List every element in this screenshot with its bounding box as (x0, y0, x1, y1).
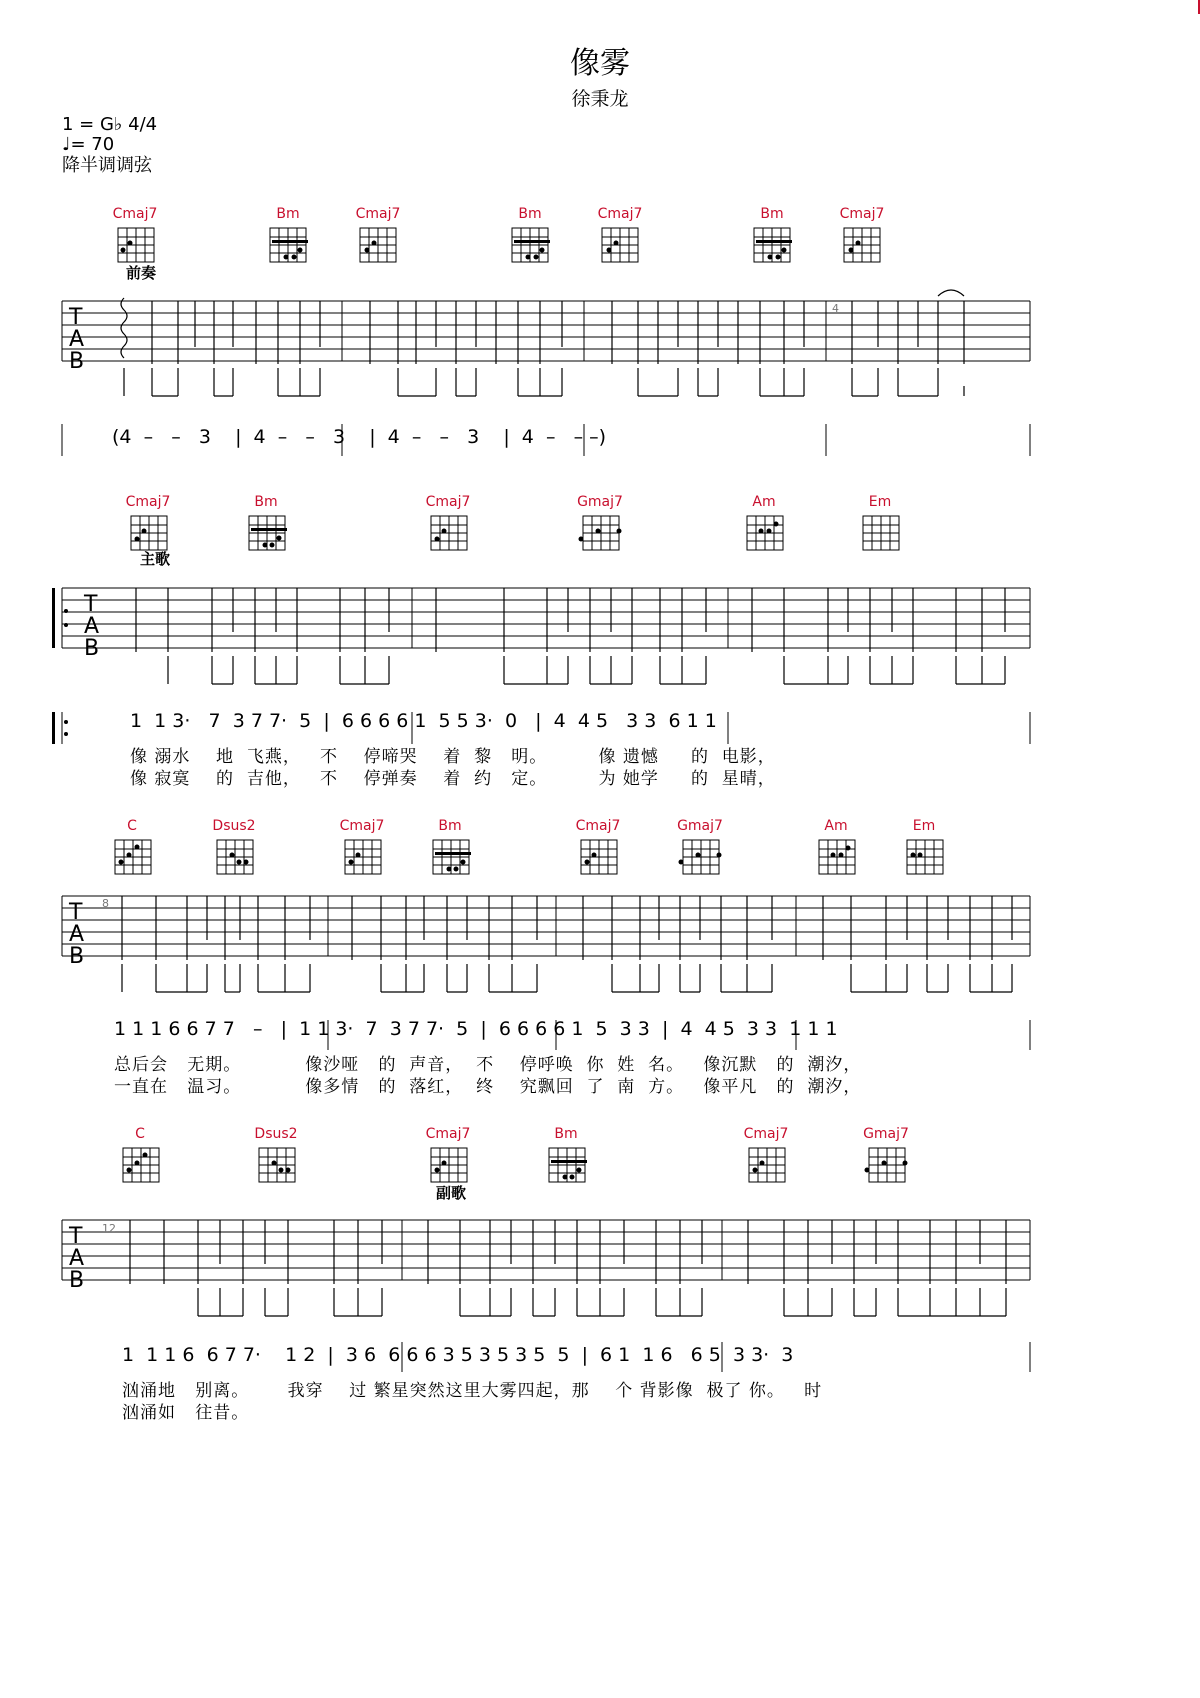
chord-name: Cmaj7 (743, 1126, 789, 1142)
lyric-line-1: 像 溺水 地 飞燕， 不 停啼哭 着 黎 明。 像 遗憾 的 电影， (130, 747, 776, 767)
section-verse: 主歌 (140, 550, 171, 568)
system-1-graphics (0, 0, 1200, 480)
chord-name: Bm (254, 494, 278, 510)
lyric-line-2: 像 寂寞 的 吉他， 不 停弹奏 着 约 定。 为 她学 的 星晴， (130, 769, 776, 789)
bar-number: 4 (832, 302, 839, 315)
chord-name: C (135, 1126, 145, 1142)
chord-name: Am (752, 494, 776, 510)
song-title: 像雾 (570, 46, 630, 81)
svg-text:A: A (69, 327, 85, 352)
chord-name: Cmaj7 (355, 206, 401, 222)
svg-text:B: B (69, 1268, 85, 1293)
svg-text:A: A (69, 1246, 85, 1271)
tuning-note: 降半调调弦 (62, 155, 152, 176)
chord-name: Cmaj7 (575, 818, 621, 834)
numbered-notation: 1 1 3· 7 3 7 7· 5 | 6 6 6 6 1 5 5 3· 0 | 4 4 5 3 3 6 1 1 (130, 710, 717, 732)
lyric-line-1: 汹涌地 别离。 我穿 过 繁星突然这里大雾四起，那 个 背影像 极了 你。 时 (122, 1381, 823, 1401)
svg-text:A: A (69, 922, 85, 947)
chord-name: Gmaj7 (577, 494, 623, 510)
bar-number: 12 (102, 1222, 116, 1235)
chord-diagram (360, 228, 396, 262)
key-signature: 1 = G♭ 4/4 (62, 114, 158, 135)
svg-text:B: B (69, 944, 85, 969)
chord-name: Cmaj7 (112, 206, 158, 222)
svg-text:T: T (69, 900, 83, 925)
svg-text:T: T (69, 1224, 83, 1249)
chord-name: Cmaj7 (339, 818, 385, 834)
chord-name: Em (912, 818, 936, 834)
chord-name: Gmaj7 (863, 1126, 909, 1142)
chord-name: Bm (276, 206, 300, 222)
chord-name: Dsus2 (212, 818, 256, 834)
tab-staff (62, 301, 1030, 361)
svg-text:B: B (84, 636, 100, 661)
section-intro: 前奏 (126, 264, 157, 282)
lyric-line-2: 汹涌如 往昔。 (122, 1403, 250, 1423)
chord-name: Cmaj7 (425, 1126, 471, 1142)
chord-name: Cmaj7 (597, 206, 643, 222)
chord-name: Bm (554, 1126, 578, 1142)
svg-text:B: B (69, 349, 85, 374)
song-artist: 徐秉龙 (571, 88, 629, 110)
chord-name: Em (868, 494, 892, 510)
section-chorus: 副歌 (436, 1184, 467, 1202)
chord-diagram (118, 228, 154, 262)
lyric-line-1: 总后会 无期。 像沙哑 的 声音， 不 停呼唤 你 姓 名。 像沉默 的 潮汐， (114, 1055, 862, 1075)
chord-name: Gmaj7 (677, 818, 723, 834)
chord-name: Bm (760, 206, 784, 222)
lyric-line-2: 一直在 温习。 像多情 的 落红， 终 究飘回 了 南 方。 像平凡 的 潮汐， (114, 1077, 862, 1097)
chord-name: Bm (438, 818, 462, 834)
chord-name: Bm (518, 206, 542, 222)
svg-text:T: T (84, 592, 98, 617)
svg-text:T: T (69, 305, 83, 330)
numbered-notation: 1 1 1 6 6 7 7· 1 2 | 3 6 6 6 6 3 5 3 5 3 5 5 | 6 1 1 6 6 5 3 3· 3 (122, 1344, 794, 1366)
svg-text:A: A (84, 614, 100, 639)
chord-name: Dsus2 (254, 1126, 298, 1142)
tempo-marking: ♩= 70 (62, 134, 115, 155)
numbered-notation: 1 1 1 6 6 7 7 – | 1 1 3· 7 3 7 7· 5 | 6 6 6 6 1 5 3 3 | 4 4 5 3 3 1 1 1 (114, 1018, 838, 1040)
chord-name: Am (824, 818, 848, 834)
chord-name: C (127, 818, 137, 834)
bar-number: 8 (102, 897, 109, 910)
numbered-notation: (4 – – 3 | 4 – – 3 | 4 – – 3 | 4 – – –) (112, 426, 607, 448)
chord-name: Cmaj7 (125, 494, 171, 510)
chord-diagram (602, 228, 638, 262)
chord-name: Cmaj7 (425, 494, 471, 510)
chord-name: Cmaj7 (839, 206, 885, 222)
chord-diagram (844, 228, 880, 262)
